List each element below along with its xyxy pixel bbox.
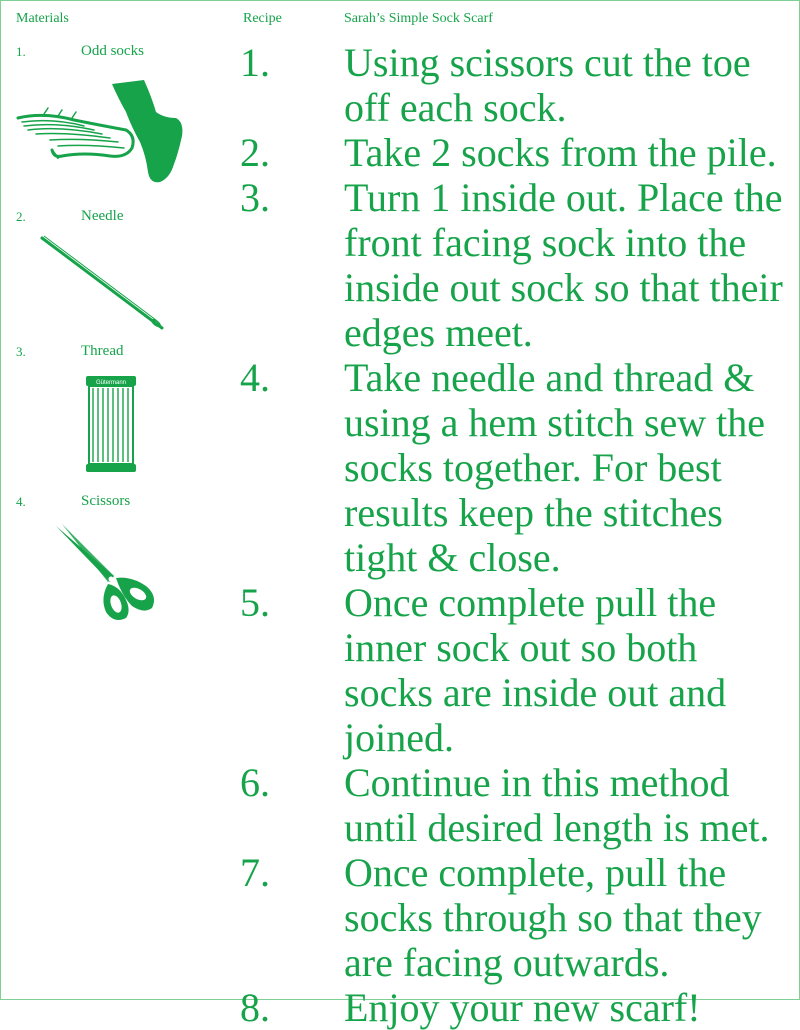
material-number: 2. — [16, 209, 26, 224]
step-number: 1. — [240, 40, 270, 85]
scissors-icon — [52, 520, 162, 630]
step-text: Continue in this method until desired length is met. — [344, 760, 770, 850]
recipe-steps — [240, 40, 796, 1030]
step-text: Enjoy your new scarf! — [344, 985, 701, 1030]
step-number: 7. — [240, 850, 270, 895]
step-text: Once complete, pull the socks through so that they are facing outwards. — [344, 850, 762, 985]
recipe-step — [240, 760, 796, 850]
step-text: Using scissors cut the toe off each sock. — [344, 40, 751, 130]
spool-label: Gütermann — [95, 380, 127, 386]
step-number: 3. — [240, 175, 270, 220]
material-number: 1. — [16, 44, 26, 59]
material-number: 4. — [16, 494, 26, 509]
recipe-step — [240, 130, 796, 175]
step-text: Take needle and thread & using a hem stitch sew the socks together. For best results keep the stitches tight & close. — [344, 355, 766, 580]
page-title: Sarah’s Simple Sock Scarf — [344, 11, 493, 26]
recipe-step — [240, 355, 796, 580]
material-name: Scissors — [81, 493, 131, 509]
material-number: 3. — [16, 344, 26, 359]
material-name: Thread — [81, 343, 124, 359]
step-number: 2. — [240, 130, 270, 175]
material-name: Odd socks — [81, 43, 144, 59]
step-text: Take 2 socks from the pile. — [344, 130, 777, 175]
thread-spool-icon — [84, 374, 138, 474]
step-number: 4. — [240, 355, 270, 400]
material-name: Needle — [81, 208, 124, 224]
recipe-step — [240, 850, 796, 985]
recipe-step — [240, 175, 796, 355]
recipe-step — [240, 40, 796, 130]
step-number: 5. — [240, 580, 270, 625]
materials-header: Materials — [16, 11, 69, 26]
step-number: 8. — [240, 985, 270, 1030]
needle-icon — [38, 232, 168, 332]
recipe-step — [240, 580, 796, 760]
step-number: 6. — [240, 760, 270, 805]
recipe-header: Recipe — [243, 11, 282, 26]
recipe-step — [240, 985, 796, 1030]
socks-icon — [14, 78, 194, 188]
step-text: Turn 1 inside out. Place the front facing sock into the inside out sock so that their edges meet. — [344, 175, 783, 355]
step-text: Once complete pull the inner sock out so both socks are inside out and joined. — [344, 580, 727, 760]
